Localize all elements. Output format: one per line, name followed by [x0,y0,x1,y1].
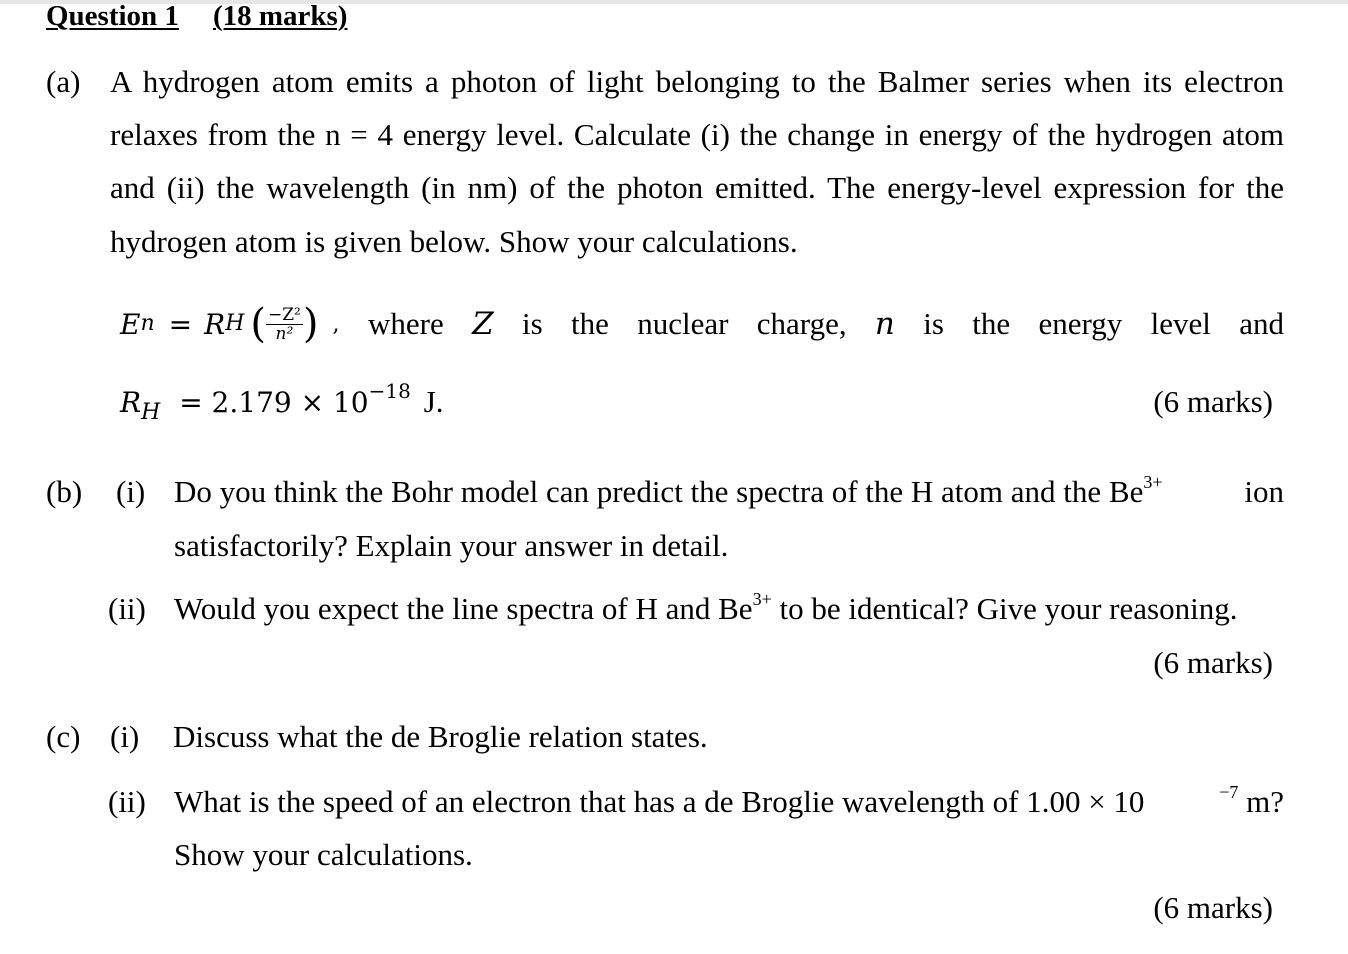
eq-left-paren: ( [250,301,266,347]
part-b-i-line-2: satisfactorily? Explain your answer in detail. [174,528,729,563]
where-word: is [923,306,944,341]
eq-const: R [204,307,226,341]
part-b-label: (b) [46,474,83,509]
eq-numerator: −Z² [267,304,301,325]
part-a-line-1: A hydrogen atom emits a photon of light belonging to the Balmer series when its electron [110,64,1284,99]
where-word: is [521,306,543,341]
rh-value: = 2.179 × 10 [179,386,369,419]
part-a-line-2: relaxes from the n = 4 energy level. Calculate (i) the change in energy of the hydrogen atom [110,117,1284,152]
rh-unit: J. [423,384,444,419]
where-word: nuclear [637,306,729,341]
where-word: n [874,306,895,342]
part-b-marks: (6 marks) [1153,645,1273,680]
question-title [46,0,347,33]
part-b-ii-label: (ii) [108,591,146,626]
eq-denominator: n² [275,323,294,344]
eq-right-paren: ) [302,301,319,347]
energy-level-equation: E n = R H ( $\frac{\text{−Z²}}{\text{n²}}$ ) , [120,301,340,347]
where-word: the [972,306,1011,341]
rh-exponent: −18 [368,379,411,403]
part-c-ii-text: What is the speed of an electron that has a de Broglie wavelength of 1.00 × 10 [174,784,1145,819]
where-word: where [368,306,444,341]
part-a-line-4: hydrogen atom is given below. Show your calculations. [110,224,798,259]
part-b-ii-text: Would you expect the line spectra of H and Be [174,591,753,626]
part-c-ii-label: (ii) [108,784,146,819]
part-b-ii-text-end: to be identical? Give your reasoning. [779,591,1238,626]
where-word: charge, [756,306,847,341]
where-word: level [1150,306,1211,341]
eq-equals: = [168,307,193,341]
part-b-i-line-1 [174,474,1284,510]
part-b-i-text-end: ion [1244,474,1284,509]
part-a-label: (a) [46,64,81,99]
part-c-i-label: (i) [110,719,140,754]
question-total-marks: (18 marks) [212,0,348,32]
part-c-ii-line-2: Show your calculations. [174,837,473,872]
rydberg-constant-line [120,379,444,425]
be-charge-superscript: 3+ [752,589,772,609]
part-c-ii-unit: m? [1246,784,1284,819]
where-word: energy [1038,306,1123,341]
part-b-i-label: (i) [116,474,146,509]
where-word: Z [472,306,494,342]
part-c-i-text: Discuss what the de Broglie relation states. [173,719,708,754]
part-a-marks: (6 marks) [1153,384,1273,419]
part-c-ii-line-1 [174,784,1284,820]
part-c-marks: (6 marks) [1153,890,1273,925]
part-a-line-3: and (ii) the wavelength (in nm) of the photon emitted. The energy-level expression for the [110,170,1284,205]
part-b-i-text: Do you think the Bohr model can predict the spectra of the H atom and the Be [174,474,1144,509]
be-charge-superscript: 3+ [1143,472,1163,492]
where-word: and [1239,306,1284,341]
eq-separator: , [332,311,340,337]
rh-symbol: R [120,386,142,419]
part-c-label: (c) [46,719,81,754]
eq-where-clause [368,306,1284,342]
rh-symbol-sub: H [141,400,161,425]
wavelength-exponent: −7 [1219,782,1239,802]
eq-lhs: E [120,307,141,341]
part-b-ii-line [174,591,1237,627]
question-number: Question 1 [46,0,179,32]
eq-fraction [266,306,303,343]
where-word: the [571,306,609,341]
